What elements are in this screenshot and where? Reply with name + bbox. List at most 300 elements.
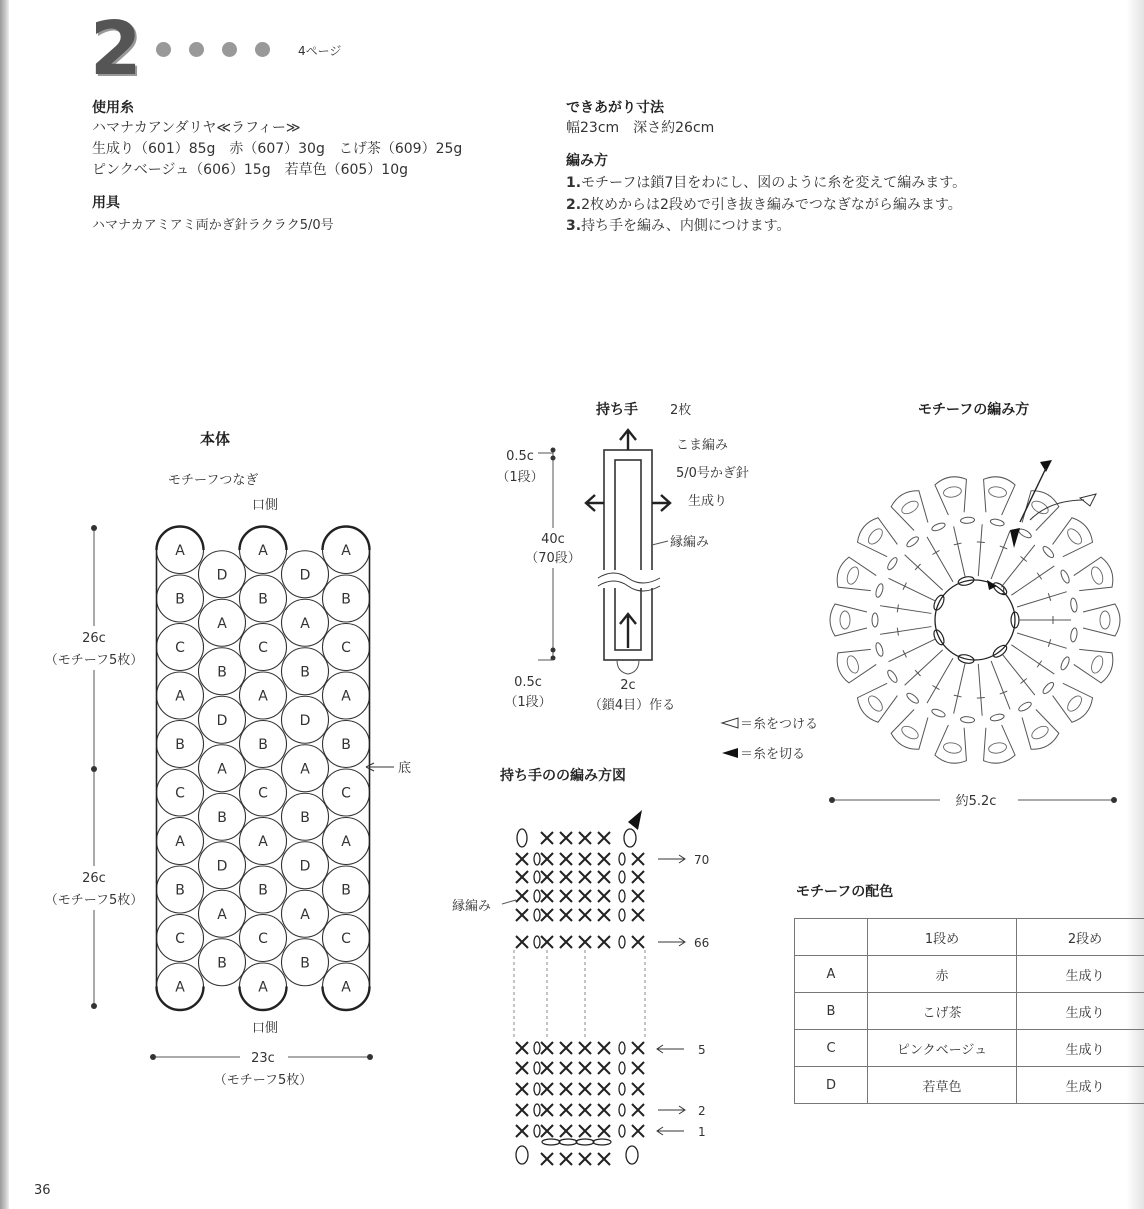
- table-header-row: [795, 919, 1144, 956]
- table-cell: C: [795, 1030, 868, 1067]
- motif-letter: A: [175, 834, 185, 850]
- table-cell: ピンクベージュ: [868, 1030, 1017, 1067]
- chain-stitch: [886, 556, 899, 571]
- table-row: [795, 1067, 1144, 1104]
- dc-stitch: [927, 537, 953, 582]
- chain-stitch: [534, 1125, 540, 1137]
- sc-stitch: [598, 1083, 610, 1095]
- sc-stitch: [541, 832, 553, 844]
- motif-circle: [157, 818, 204, 865]
- table-row: [795, 956, 1144, 993]
- motif-letter: B: [341, 591, 351, 608]
- yarn-line: ハマナカアンダリヤ≪ラフィー≫: [92, 120, 301, 136]
- petal-stitch: [984, 725, 1016, 763]
- table-cell: 生成り: [1017, 1030, 1144, 1067]
- foundation-chain: [559, 1139, 577, 1145]
- petal-stitch: [891, 491, 928, 531]
- chain-stitch: [1041, 545, 1055, 559]
- sc-stitch: [598, 832, 610, 844]
- sc-stitch: [632, 1125, 644, 1137]
- motif-circle: [157, 866, 204, 913]
- page-reference: 4ページ: [298, 44, 342, 58]
- dimension-dot: [150, 1054, 156, 1060]
- motif-letter: A: [175, 979, 185, 996]
- motif-circle: [199, 793, 246, 840]
- dc-tick: [1037, 573, 1042, 580]
- handle-length-sub: （70段）: [525, 551, 581, 566]
- sc-stitch: [598, 890, 610, 902]
- dc-tick: [977, 697, 985, 698]
- motif-letter: B: [175, 737, 185, 753]
- row-label-70: [658, 853, 709, 867]
- handle-bottom-dim-sub: （1段）: [504, 695, 552, 710]
- motif-letter: A: [258, 688, 268, 705]
- dc-stitch: [880, 627, 931, 635]
- dim-lower-sub: （モチーフ5枚）: [44, 893, 144, 908]
- petal-stitch: [984, 477, 1016, 515]
- dim-lower: 26c: [82, 871, 106, 886]
- motif-letter: A: [217, 906, 227, 923]
- motif-circle: [282, 696, 329, 743]
- motif-circle: [323, 721, 370, 768]
- petal-stitch: [1083, 604, 1120, 636]
- motif-stitch-chart: [830, 477, 1120, 763]
- dc-tick: [1037, 661, 1042, 668]
- dc-stitch: [1002, 654, 1034, 695]
- dim-upper-sub: （モチーフ5枚）: [44, 653, 144, 668]
- body-top-label: 口側: [252, 498, 279, 513]
- instructions-heading: 編み方: [566, 153, 608, 169]
- motif-letter: B: [175, 591, 185, 608]
- step-number: 3.: [566, 218, 582, 234]
- dc-tick: [933, 550, 940, 554]
- table-header-cell: 1段め: [868, 919, 1017, 956]
- sc-stitch: [598, 853, 610, 865]
- sc-stitch: [632, 890, 644, 902]
- sc-stitch: [560, 871, 572, 883]
- motif-circle: [323, 575, 370, 622]
- motif-letter: C: [341, 640, 351, 656]
- dim-upper: 26c: [82, 631, 106, 646]
- tools-heading: 用具: [92, 195, 120, 211]
- sc-stitch: [541, 936, 553, 948]
- sc-stitch: [560, 1062, 572, 1074]
- motif-letter: C: [258, 785, 268, 802]
- dc-tick: [897, 628, 898, 636]
- attach-yarn-icon: [722, 718, 738, 728]
- picot-stitch: [845, 565, 861, 585]
- picot-stitch: [1065, 526, 1084, 546]
- sc-stitch: [541, 1083, 553, 1095]
- sc-stitch: [579, 871, 591, 883]
- chain-stitch: [619, 1125, 625, 1137]
- sc-stitch: [541, 1125, 553, 1137]
- chain-stitch: [619, 1062, 625, 1074]
- sc-stitch: [541, 909, 553, 921]
- motif-circle: [199, 939, 246, 986]
- motif-letter: C: [258, 931, 268, 947]
- step-number: 1.: [566, 175, 582, 191]
- sc-stitch: [516, 936, 528, 948]
- petal-stitch: [935, 477, 967, 515]
- chain-stitch: [619, 1083, 625, 1095]
- motif-letter: C: [258, 640, 268, 656]
- motif-letter: B: [341, 882, 351, 899]
- motif-circle: [323, 818, 370, 865]
- motif-letter: A: [341, 979, 351, 996]
- bottom-marker: 底: [398, 761, 412, 776]
- motif-letter: B: [258, 737, 268, 753]
- picot-stitch: [988, 485, 1007, 498]
- petal-stitch: [857, 683, 897, 722]
- chain-stitch: [534, 936, 540, 948]
- sc-stitch: [541, 871, 553, 883]
- motif-grid: [157, 527, 370, 1011]
- chain-stitch: [905, 535, 920, 548]
- motif-letter: A: [300, 761, 310, 778]
- motif-letter: D: [216, 858, 228, 875]
- motif-letter: C: [175, 785, 185, 802]
- motif-letter: A: [175, 688, 185, 705]
- sc-stitch: [598, 936, 610, 948]
- motif-letter: D: [299, 712, 311, 729]
- chain-stitch: [872, 613, 878, 627]
- sc-stitch: [579, 1042, 591, 1054]
- dimension-dot: [91, 766, 97, 772]
- step-text: モチーフは鎖7目をわにし、図のように糸を変えて編みます。: [581, 175, 967, 191]
- yarn-line: 生成り（601）85g 赤（607）30g こげ茶（609）25g: [92, 141, 463, 157]
- foundation-chain: [576, 1139, 594, 1145]
- sc-stitch: [560, 832, 572, 844]
- dc-stitch: [1017, 592, 1067, 607]
- handle-color: 生成り: [688, 494, 728, 509]
- motif-letter: A: [341, 834, 351, 850]
- motif-letter: B: [258, 882, 268, 899]
- dimension-dot: [551, 456, 556, 461]
- picot-stitch: [1100, 611, 1110, 629]
- chain-stitch: [534, 1042, 540, 1054]
- chain-stitch: [619, 890, 625, 902]
- dimension-dot: [367, 1054, 373, 1060]
- table-cell: 生成り: [1017, 1067, 1144, 1104]
- sc-stitch: [579, 832, 591, 844]
- motif-circle: [240, 721, 287, 768]
- motif-letter: B: [175, 882, 185, 899]
- handle-width-sub: （鎖4目）作る: [588, 698, 676, 713]
- motif-circle: [240, 575, 287, 622]
- motif-circle: [199, 551, 246, 598]
- dc-stitch: [905, 555, 943, 590]
- table-row: [795, 993, 1144, 1030]
- sc-stitch: [598, 1125, 610, 1137]
- step-text: 2枚めからは2段めで引き抜き編みでつなぎながら編みます。: [581, 197, 962, 213]
- picot-stitch: [900, 724, 921, 742]
- arrow-left-icon: [586, 495, 604, 511]
- sc-stitch: [632, 936, 644, 948]
- sc-stitch: [598, 871, 610, 883]
- motif-circle: [157, 672, 204, 719]
- sc-stitch: [632, 853, 644, 865]
- motif-circle: [240, 818, 287, 865]
- sc-stitch: [579, 1153, 591, 1165]
- motif-circle: [240, 769, 287, 816]
- motif-circle: [199, 599, 246, 646]
- picot-stitch: [900, 499, 921, 517]
- dimension-dot: [829, 797, 835, 803]
- sc-stitch: [598, 1104, 610, 1116]
- motif-letter: A: [258, 834, 268, 850]
- dc-stitch: [991, 531, 1010, 579]
- motif-circle: [199, 745, 246, 792]
- sc-stitch: [516, 853, 528, 865]
- chain-stitch: [1059, 656, 1070, 671]
- dc-stitch: [978, 524, 982, 576]
- motif-circle: [282, 648, 329, 695]
- dc-stitch: [991, 661, 1010, 709]
- table-cell: 生成り: [1017, 956, 1144, 993]
- sc-stitch: [541, 1104, 553, 1116]
- color-table: [794, 918, 1144, 1104]
- leader-line: [502, 900, 516, 904]
- motif-circle: [199, 696, 246, 743]
- motif-letter: D: [216, 712, 228, 729]
- handle-title: 持ち手: [596, 402, 638, 418]
- table-cell: D: [795, 1067, 868, 1104]
- dc-tick: [903, 650, 906, 657]
- dc-stitch: [927, 658, 953, 703]
- chain-stitch: [517, 829, 527, 847]
- dc-tick: [933, 686, 940, 690]
- motif-letter: A: [258, 543, 268, 559]
- arrow-up-icon: [620, 430, 636, 450]
- chain-stitch: [516, 1146, 528, 1164]
- picot-stitch: [988, 742, 1007, 755]
- petal-stitch: [1053, 518, 1093, 557]
- picot-stitch: [1065, 693, 1084, 713]
- table-cell: A: [795, 956, 868, 993]
- motif-letter: C: [341, 785, 351, 802]
- handle-chart-title: 持ち手のの編み方図: [500, 768, 626, 784]
- motif-circle: [282, 745, 329, 792]
- chain-stitch: [931, 708, 946, 719]
- sc-stitch: [632, 871, 644, 883]
- sc-stitch: [598, 909, 610, 921]
- row-label-66: [658, 936, 709, 950]
- chain-stitch: [960, 517, 974, 524]
- petal-stitch: [1022, 491, 1059, 531]
- sc-stitch: [598, 1062, 610, 1074]
- chain-stitch: [1017, 701, 1032, 713]
- dc-tick: [897, 604, 898, 612]
- chain-stitch: [534, 909, 540, 921]
- picot-stitch: [866, 526, 885, 546]
- handle-edge: 縁編み: [670, 535, 710, 550]
- dimension-dot: [551, 648, 556, 653]
- arrow-right-icon: [652, 495, 670, 511]
- chain-stitch: [534, 871, 540, 883]
- dc-stitch: [889, 578, 936, 601]
- sc-stitch: [560, 1042, 572, 1054]
- handle-top-dim: 0.5c: [506, 449, 534, 464]
- petal-stitch: [935, 725, 967, 763]
- picot-stitch: [866, 693, 885, 713]
- row-label: 66: [694, 936, 710, 950]
- chain-stitch: [619, 1104, 625, 1116]
- chain-stitch: [875, 642, 885, 657]
- petal-stitch: [1053, 683, 1093, 722]
- dc-stitch: [1017, 633, 1067, 648]
- sc-stitch: [516, 890, 528, 902]
- motif-letter: A: [300, 906, 310, 923]
- motif-circle: [323, 915, 370, 962]
- motif-letter: B: [300, 955, 310, 972]
- motif-letter: A: [217, 761, 227, 778]
- table-row: [795, 1030, 1144, 1067]
- sc-stitch: [579, 1104, 591, 1116]
- chain-stitch: [534, 1062, 540, 1074]
- body-title: 本体: [200, 430, 231, 448]
- motif-circle: [323, 624, 370, 671]
- motif-circle: [240, 624, 287, 671]
- chain-stitch: [1041, 681, 1055, 695]
- motif-circle: [240, 915, 287, 962]
- finished-size-line: 幅23cm 深さ約26cm: [566, 120, 715, 136]
- sc-stitch: [541, 853, 553, 865]
- sc-stitch: [560, 1104, 572, 1116]
- sc-stitch: [541, 1153, 553, 1165]
- handle-top-dim-sub: （1段）: [496, 470, 544, 485]
- dc-tick: [1021, 557, 1027, 562]
- step-number: 2.: [566, 197, 582, 213]
- sc-stitch: [516, 1042, 528, 1054]
- dimension-dot: [91, 525, 97, 531]
- tools-line: ハマナカアミアミ両かぎ針ラクラク5/0号: [92, 218, 334, 233]
- motif-circle: [157, 575, 204, 622]
- motif-letter: A: [217, 615, 227, 632]
- motif-circle: [240, 672, 287, 719]
- motif-circle: [282, 842, 329, 889]
- picot-stitch: [1089, 654, 1105, 674]
- motif-letter: B: [300, 664, 310, 681]
- motif-letter: C: [175, 640, 185, 656]
- chain-stitch: [534, 1083, 540, 1095]
- handle-chart-edge-label: 縁編み: [452, 899, 492, 914]
- dc-stitch: [880, 606, 931, 614]
- foundation-chain: [593, 1139, 611, 1145]
- sc-stitch: [579, 909, 591, 921]
- handle-length: 40c: [541, 532, 565, 547]
- body-subtitle: モチーフつなぎ: [168, 473, 259, 488]
- sc-stitch: [579, 1083, 591, 1095]
- chain-stitch: [931, 522, 946, 533]
- cut-yarn-icon: [1040, 460, 1052, 472]
- picot-stitch: [840, 611, 850, 629]
- motif-letter: B: [217, 809, 227, 826]
- sc-stitch: [579, 1125, 591, 1137]
- sc-stitch: [632, 1042, 644, 1054]
- sc-stitch: [516, 871, 528, 883]
- row-label-2: [658, 1104, 706, 1118]
- row-label: 5: [698, 1043, 706, 1057]
- sc-stitch: [632, 909, 644, 921]
- chain-stitch: [886, 669, 899, 684]
- row-label: 1: [698, 1125, 706, 1139]
- sc-stitch: [541, 890, 553, 902]
- motif-circle: [199, 842, 246, 889]
- chain-stitch: [1059, 569, 1070, 584]
- motif-letter: C: [175, 931, 185, 947]
- picot-stitch: [845, 654, 861, 674]
- chain-stitch: [619, 936, 625, 948]
- table-cell: こげ茶: [868, 993, 1017, 1030]
- petal-stitch: [857, 518, 897, 557]
- finished-size-heading: できあがり寸法: [566, 100, 664, 116]
- motif-letter: A: [341, 688, 351, 705]
- motif-circle: [282, 599, 329, 646]
- chain-stitch: [619, 1042, 625, 1054]
- dc-stitch: [978, 664, 982, 716]
- sc-stitch: [560, 1125, 572, 1137]
- sc-stitch: [516, 1083, 528, 1095]
- sc-stitch: [579, 890, 591, 902]
- petal-stitch: [837, 649, 876, 682]
- chain-stitch: [534, 1104, 540, 1116]
- motif-diameter: 約5.2c: [955, 794, 997, 809]
- motif-circle: [282, 939, 329, 986]
- handle-stitch: こま編み: [676, 438, 729, 453]
- handle-bottom-dim: 0.5c: [514, 675, 542, 690]
- chain-stitch: [534, 890, 540, 902]
- motif-letter: A: [175, 543, 185, 559]
- picot-stitch: [943, 485, 962, 498]
- handle-stitch-chart: [514, 810, 645, 1165]
- sc-stitch: [598, 1153, 610, 1165]
- petal-stitch: [1074, 557, 1113, 590]
- body-bottom-label: 口側: [252, 1021, 279, 1036]
- step-text: 持ち手を編み、内側につけます。: [581, 218, 791, 234]
- chain-stitch: [534, 853, 540, 865]
- motif-circle: [282, 551, 329, 598]
- motif-circle: [323, 672, 370, 719]
- motif-letter: B: [217, 955, 227, 972]
- dc-tick: [977, 542, 985, 543]
- chain-stitch: [960, 716, 974, 723]
- dimension-dot: [551, 448, 556, 453]
- motif-letter: B: [217, 664, 227, 681]
- handle-count: 2枚: [670, 403, 692, 418]
- chain-stitch: [1017, 527, 1032, 539]
- dc-stitch: [954, 663, 966, 714]
- dc-stitch: [905, 650, 943, 685]
- legend-cut: ＝糸を切る: [740, 747, 806, 762]
- chain-stitch: [990, 518, 1005, 527]
- dimension-dot: [91, 1003, 97, 1009]
- chain-stitch: [875, 583, 885, 598]
- sc-stitch: [632, 1083, 644, 1095]
- sc-stitch: [632, 1062, 644, 1074]
- sc-stitch: [516, 909, 528, 921]
- dim-width-sub: （モチーフ5枚）: [213, 1073, 313, 1088]
- sc-stitch: [516, 1104, 528, 1116]
- sc-stitch: [560, 1153, 572, 1165]
- page-number: 36: [34, 1183, 51, 1198]
- cut-yarn-icon: [628, 810, 642, 830]
- chain-stitch: [1070, 628, 1078, 643]
- motif-letter: D: [299, 858, 311, 875]
- table-cell: B: [795, 993, 868, 1030]
- petal-stitch: [1022, 710, 1059, 750]
- motif-circle: [240, 866, 287, 913]
